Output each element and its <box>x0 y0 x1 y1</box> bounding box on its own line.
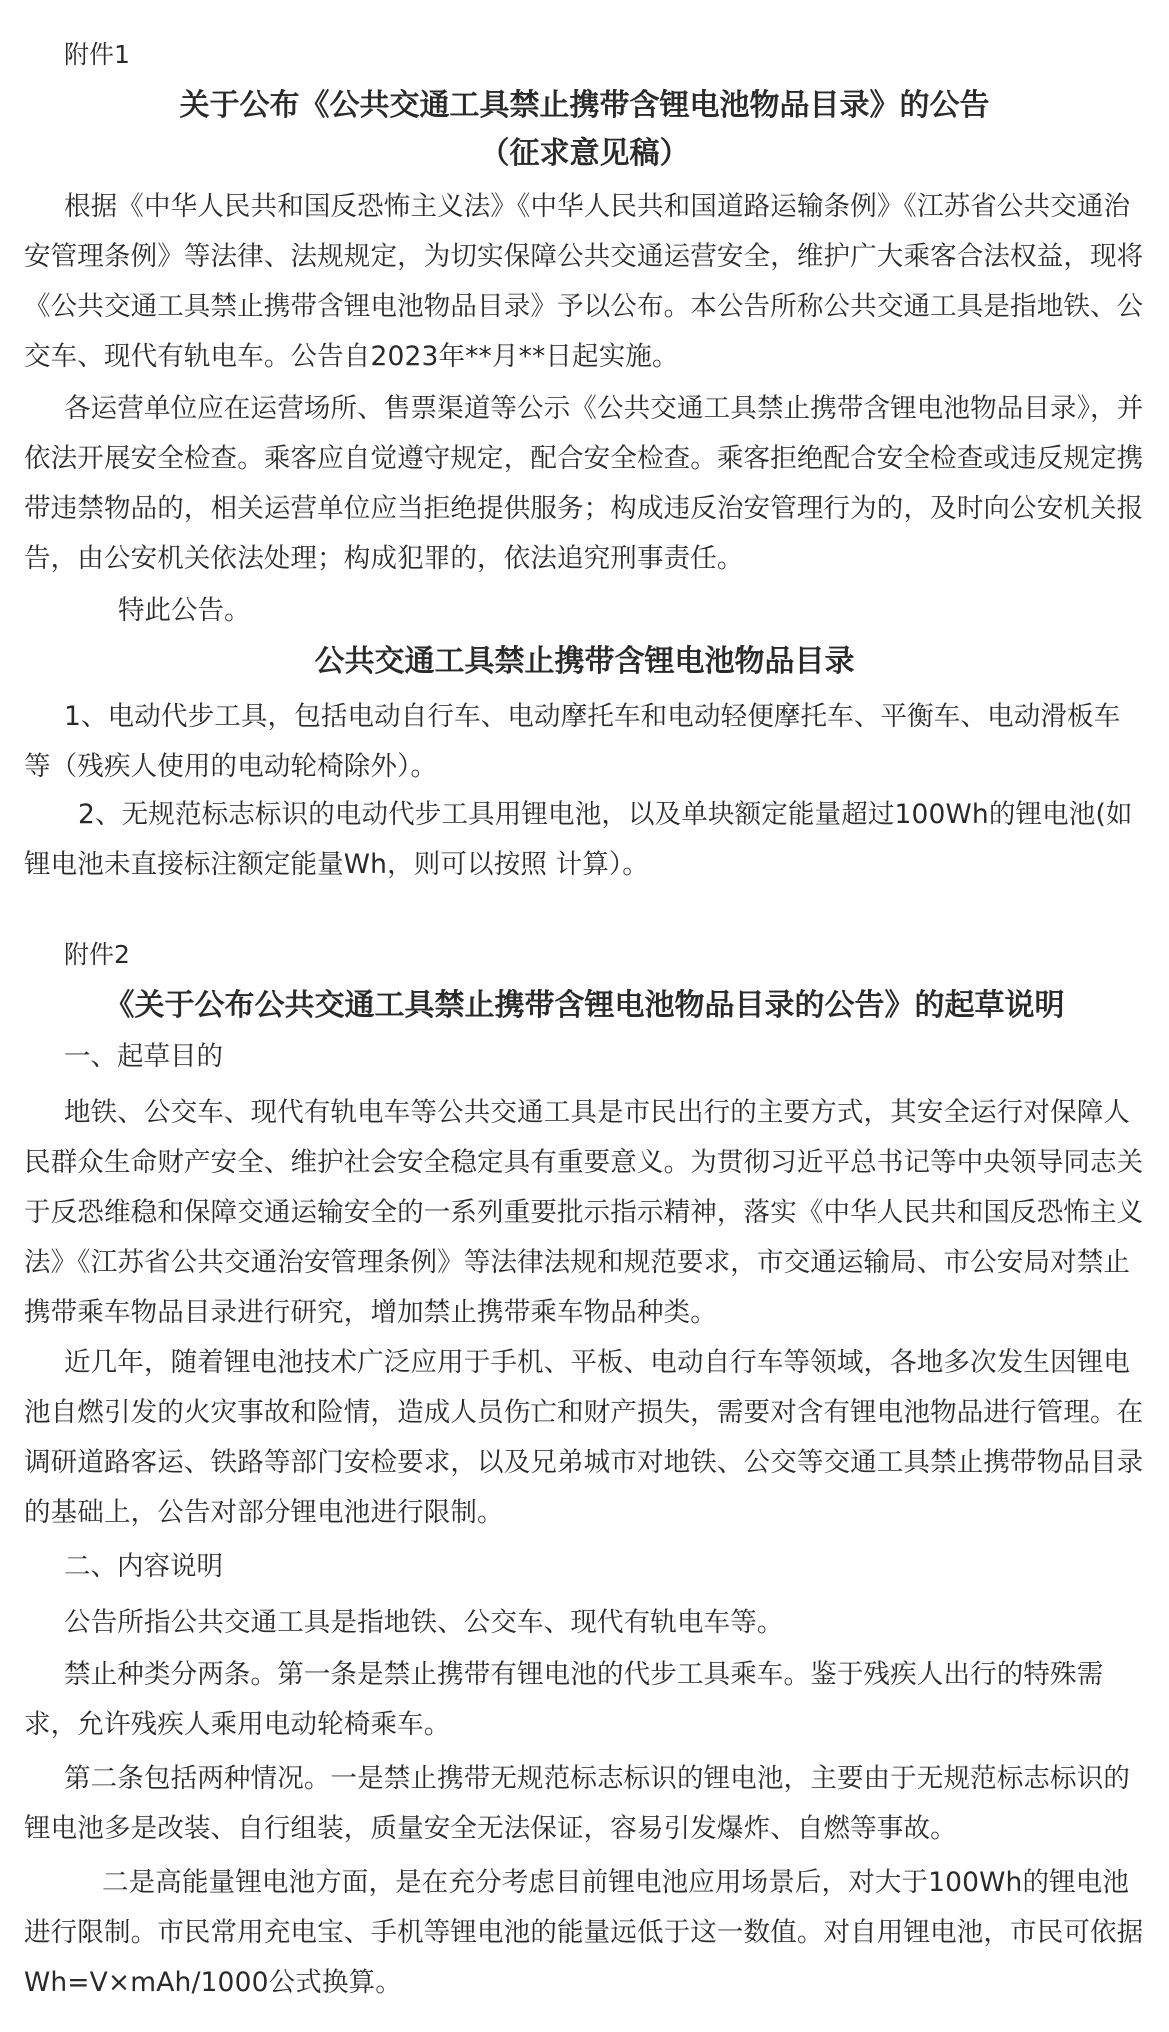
attachment1-notice: 特此公告。 <box>118 595 251 626</box>
attachment2-section-1-heading: 一、起草目的 <box>64 1041 223 1072</box>
attachment2-paragraph-4: 禁止种类分两条。第一条是禁止携带有锂电池的代步工具乘车。鉴于残疾人出行的特殊需求，允许残疾人乘用电动轮椅乘车。 <box>24 1659 1104 1740</box>
attachment1-list-title: 公共交通工具禁止携带含锂电池物品目录 <box>314 644 855 679</box>
attachment1-list-item-2: 2、无规范标志标识的电动代步工具用锂电池，以及单块额定能量超过100Wh的锂电池(如锂电池未直接标注额定能量Wh，则可以按照 计算）。 <box>24 799 1133 880</box>
attachment1-subtitle: （征求意见稿） <box>479 136 690 171</box>
attachment2-paragraph-3: 公告所指公共交通工具是指地铁、公交车、现代有轨电车等。 <box>64 1607 784 1638</box>
attachment1-label: 附件1 <box>64 40 130 69</box>
attachment1-paragraph-1: 根据《中华人民共和国反恐怖主义法》《中华人民共和国道路运输条例》《江苏省公共交通治安管理条例》等法律、法规规定，为切实保障公共交通运营安全，维护广大乘客合法权益，现将《公共交通工具禁止携带含锂电池物品目录》予以公布。本公告所称公共交通工具是指地铁、公交车、现代有轨电车。公告自2023年**月**日起实施。 <box>24 191 1144 372</box>
attachment2-paragraph-1: 地铁、公交车、现代有轨电车等公共交通工具是市民出行的主要方式，其安全运行对保障人民群众生命财产安全、维护社会安全稳定具有重要意义。为贯彻习近平总书记等中央领导同志关于反恐维稳和保障交通运输安全的一系列重要批示指示精神，落实《中华人民共和国反恐怖主义法》《江苏省公共交通治安管理条例》等法律法规和规范要求，市交通运输局、市公安局对禁止携带乘车物品目录进行研究，增加禁止携带乘车物品种类。 <box>24 1097 1144 1328</box>
attachment2-paragraph-2: 近几年，随着锂电池技术广泛应用于手机、平板、电动自行车等领域，各地多次发生因锂电池自燃引发的火灾事故和险情，造成人员伤亡和财产损失，需要对含有锂电池物品进行管理。在调研道路客运、铁路等部门安检要求，以及兄弟城市对地铁、公交等交通工具禁止携带物品目录的基础上，公告对部分锂电池进行限制。 <box>24 1347 1144 1528</box>
attachment1-paragraph-2: 各运营单位应在运营场所、售票渠道等公示《公共交通工具禁止携带含锂电池物品目录》，并依法开展安全检查。乘客应自觉遵守规定，配合安全检查。乘客拒绝配合安全检查或违反规定携带违禁物品的，相关运营单位应当拒绝提供服务；构成违反治安管理行为的，及时向公安机关报告，由公安机关依法处理；构成犯罪的，依法追究刑事责任。 <box>24 393 1144 574</box>
attachment2-label: 附件2 <box>64 940 130 969</box>
attachment2-title: 《关于公布公共交通工具禁止携带含锂电池物品目录的公告》的起草说明 <box>104 988 1065 1023</box>
attachment2-section-2-heading: 二、内容说明 <box>64 1551 223 1582</box>
attachment2-paragraph-5: 第二条包括两种情况。一是禁止携带无规范标志标识的锂电池，主要由于无规范标志标识的锂电池多是改装、自行组装，质量安全无法保证，容易引发爆炸、自燃等事故。 <box>24 1763 1130 1844</box>
attachment1-title: 关于公布《公共交通工具禁止携带含锂电池物品目录》的公告 <box>179 88 990 123</box>
attachment1-list-item-1: 1、电动代步工具，包括电动自行车、电动摩托车和电动轻便摩托车、平衡车、电动滑板车等（残疾人使用的电动轮椅除外）。 <box>24 701 1121 782</box>
attachment2-paragraph-6: 二是高能量锂电池方面，是在充分考虑目前锂电池应用场景后，对大于100Wh的锂电池进行限制。市民常用充电宝、手机等锂电池的能量远低于这一数值。对自用锂电池，市民可依据Wh=V×mAh/1000公式换算。 <box>24 1867 1144 1998</box>
